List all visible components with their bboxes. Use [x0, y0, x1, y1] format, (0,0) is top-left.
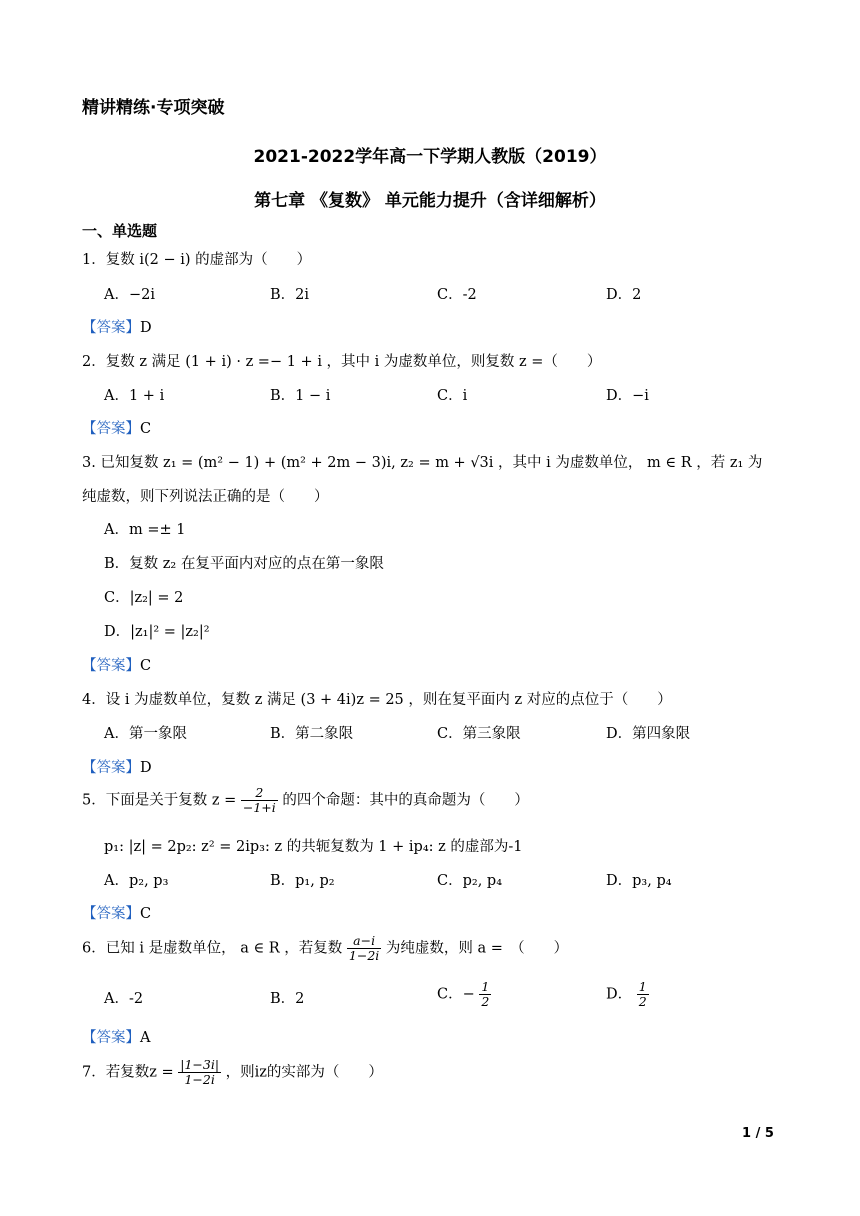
question-2-option-c: C．i — [437, 388, 468, 404]
question-2-option-b: B．1 − i — [270, 388, 331, 404]
question-6-fraction — [347, 934, 381, 963]
question-6-option-b: B．2 — [270, 991, 305, 1007]
question-2-option-a: A．1 + i — [104, 388, 165, 404]
option-fraction — [479, 980, 491, 1009]
question-5-fraction — [241, 786, 278, 815]
question-4-answer — [82, 756, 152, 777]
question-5-answer — [82, 902, 151, 923]
answer-tag: 【答案】 — [82, 1030, 140, 1046]
question-3-option-d: D．|z₁|² = |z₂|² — [104, 624, 210, 640]
question-5-option-a: A．p₂, p₃ — [104, 873, 169, 889]
answer-tag: 【答案】 — [82, 320, 140, 336]
fraction-numerator: 1 — [481, 979, 490, 994]
answer-value: C — [140, 421, 152, 437]
option-label: C．− — [437, 986, 475, 1003]
question-6-answer — [82, 1026, 150, 1047]
fraction-numerator: 2 — [241, 786, 278, 801]
question-6-option-d — [606, 980, 649, 1009]
question-2-answer — [82, 417, 151, 438]
fraction-numerator: a−i — [347, 934, 381, 949]
question-3-stem-line-1: 3. 已知复数 z₁ = (m² − 1) + (m² + 2m − 3)i, z₂ = m + √3i ，其中 i 为虚数单位， m ∈ R ，若 z₁ 为 — [82, 455, 763, 471]
question-3-option-c: C．|z₂| = 2 — [104, 590, 184, 606]
answer-value: D — [140, 760, 152, 776]
question-4-option-a: A．第一象限 — [104, 726, 187, 742]
question-4-option-b: B．第二象限 — [270, 726, 354, 742]
title-line-2: 第七章 《复数》 单元能力提升（含详细解析） — [254, 191, 606, 211]
question-7-fraction — [178, 1058, 221, 1087]
fraction-denominator: 1−2i — [184, 1072, 215, 1087]
question-1-option-b: B．2i — [270, 287, 310, 303]
question-1-answer — [82, 316, 152, 337]
option-label: D． — [606, 986, 633, 1003]
answer-value: A — [140, 1030, 151, 1046]
question-1-option-a: A．−2i — [104, 287, 155, 303]
question-2-option-d: D．−i — [606, 388, 649, 404]
option-fraction — [637, 980, 649, 1009]
fraction-denominator: −1+i — [242, 800, 276, 815]
question-5-stem-pre: 5．下面是关于复数 z = — [82, 792, 237, 809]
fraction-denominator: 2 — [481, 994, 490, 1009]
question-4-option-c: C．第三象限 — [437, 726, 521, 742]
question-5-option-b: B．p₁, p₂ — [270, 873, 335, 889]
question-5-propositions: p₁: |z| = 2p₂: z² = 2ip₃: z 的共轭复数为 1 + ip₄: z 的虚部为-1 — [104, 839, 523, 855]
answer-value: C — [140, 906, 152, 922]
series-header: 精讲精练·专项突破 — [82, 98, 225, 118]
question-6-stem — [82, 934, 568, 963]
answer-tag: 【答案】 — [82, 658, 140, 674]
fraction-numerator: 1 — [638, 979, 647, 994]
question-3-stem-line-2: 纯虚数，则下列说法正确的是（ ） — [82, 489, 329, 505]
answer-tag: 【答案】 — [82, 760, 140, 776]
question-6-option-c — [437, 980, 491, 1009]
page-number: 1 / 5 — [742, 1126, 774, 1141]
title-line-1: 2021-2022学年高一下学期人教版（2019） — [253, 147, 607, 167]
question-5-stem-post: 的四个命题：其中的真命题为（ ） — [282, 792, 529, 809]
question-4-option-d: D．第四象限 — [606, 726, 691, 742]
answer-value: D — [140, 320, 152, 336]
fraction-numerator: |1−3i| — [180, 1057, 220, 1072]
question-1-option-c: C．-2 — [437, 287, 477, 303]
question-3-option-a: A．m =± 1 — [104, 522, 186, 538]
fraction-denominator: 1−2i — [348, 948, 380, 963]
question-7-stem — [82, 1058, 383, 1087]
question-2-stem: 2．复数 z 满足 (1 + i) · z =− 1 + i ，其中 i 为虚数单位，则复数 z =（ ） — [82, 354, 602, 370]
answer-tag: 【答案】 — [82, 421, 140, 437]
question-7-stem-post: ，则iz的实部为（ ） — [225, 1064, 383, 1081]
question-5-stem — [82, 786, 529, 815]
question-1-stem: 1．复数 i(2 − i) 的虚部为（ ） — [82, 252, 312, 268]
question-5-option-c: C．p₂, p₄ — [437, 873, 503, 889]
fraction-denominator: 2 — [638, 994, 647, 1009]
question-6-stem-pre: 6．已知 i 是虚数单位， a ∈ R ，若复数 — [82, 940, 343, 957]
question-3-option-b: B．复数 z₂ 在复平面内对应的点在第一象限 — [104, 556, 384, 572]
section-heading: 一、单选题 — [82, 222, 158, 240]
question-6-option-a: A．-2 — [104, 991, 144, 1007]
question-4-stem: 4．设 i 为虚数单位，复数 z 满足 (3 + 4i)z = 25 ，则在复平面内 z 对应的点位于（ ） — [82, 692, 672, 708]
answer-value: C — [140, 658, 152, 674]
question-5-option-d: D．p₃, p₄ — [606, 873, 672, 889]
answer-tag: 【答案】 — [82, 906, 140, 922]
question-3-answer — [82, 654, 151, 675]
question-6-stem-post: 为纯虚数，则 a = （ ） — [385, 940, 569, 957]
question-1-option-d: D．2 — [606, 287, 642, 303]
question-7-stem-pre: 7．若复数z = — [82, 1064, 174, 1081]
